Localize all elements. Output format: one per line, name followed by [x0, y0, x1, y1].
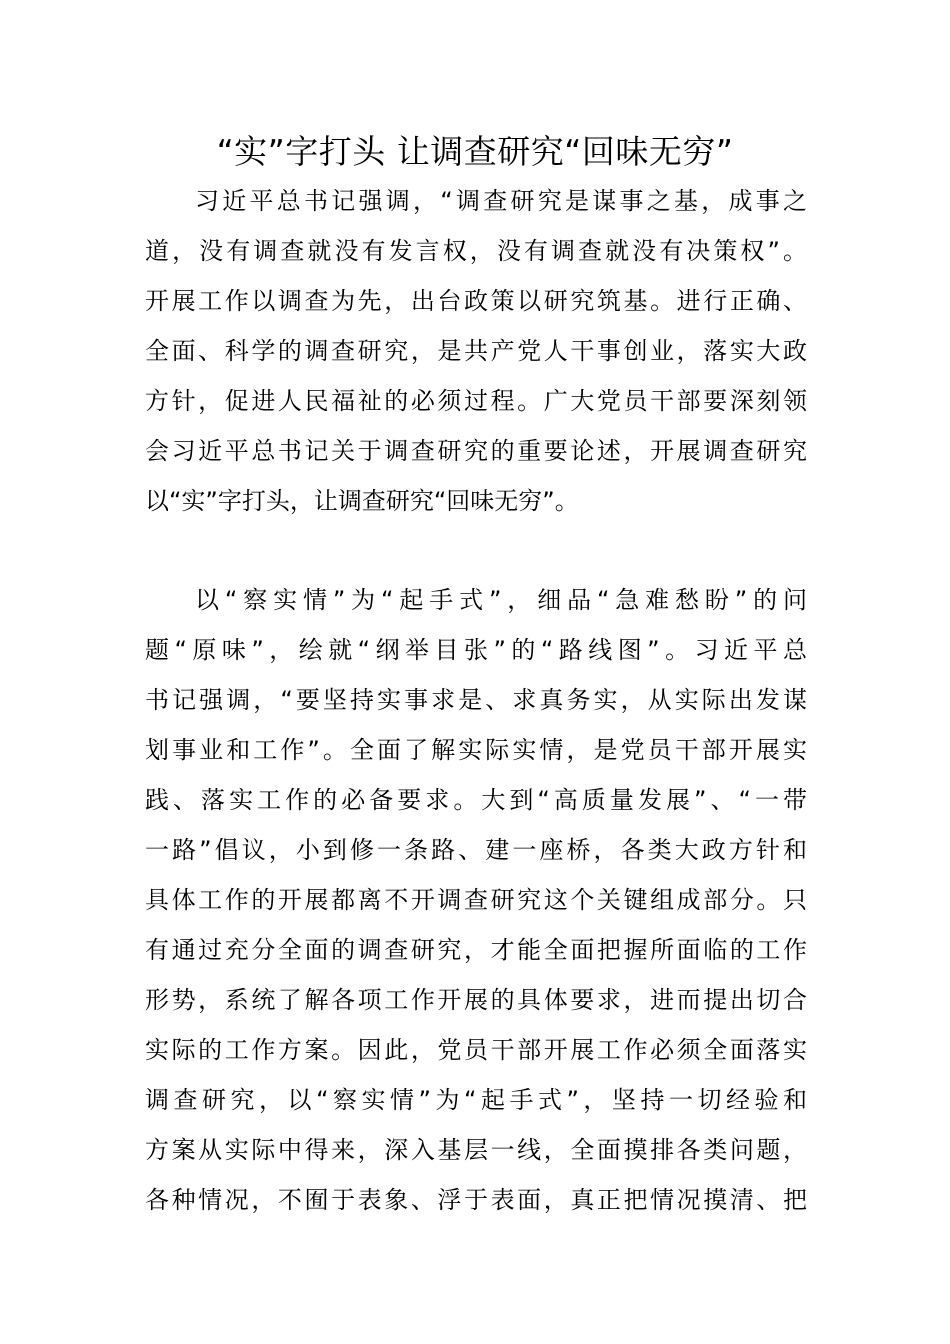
- text-line: 各种情况，不囿于表象、浮于表面，真正把情况摸清、把: [145, 1186, 807, 1214]
- text-line: 道，没有调查就没有发言权，没有调查就没有决策权”。: [145, 237, 807, 265]
- text-line: 习近平总书记强调，“调查研究是谋事之基，成事之: [195, 187, 807, 215]
- text-line: 形势，系统了解各项工作开展的具体要求，进而提出切合: [145, 986, 807, 1014]
- text-line: 以“察实情”为“起手式”，细品“急难愁盼”的问: [195, 586, 807, 614]
- text-line: 方针，促进人民福祉的必须过程。广大党员干部要深刻领: [145, 387, 807, 415]
- paragraph-2: [145, 575, 807, 1225]
- text-line: 全面、科学的调查研究，是共产党人干事创业，落实大政: [145, 337, 807, 365]
- text-line: 具体工作的开展都离不开调查研究这个关键组成部分。只: [145, 886, 807, 914]
- text-line: 题“原味”，绘就“纲举目张”的“路线图”。习近平总: [145, 636, 807, 664]
- text-line: 践、落实工作的必备要求。大到“高质量发展”、“一带: [145, 786, 807, 814]
- text-line: 方案从实际中得来，深入基层一线，全面摸排各类问题，: [145, 1136, 807, 1164]
- paragraph-1: [145, 176, 807, 526]
- document-title: “实”字打头 让调查研究“回味无穷”: [216, 132, 734, 171]
- text-line: 书记强调，“要坚持实事求是、求真务实，从实际出发谋: [145, 686, 807, 714]
- text-line: 划事业和工作”。全面了解实际实情，是党员干部开展实: [145, 736, 807, 764]
- text-line: 以“实”字打头，让调查研究“回味无穷”。: [145, 487, 579, 515]
- text-line: 一路”倡议，小到修一条路、建一座桥，各类大政方针和: [145, 836, 807, 864]
- text-line: 实际的工作方案。因此，党员干部开展工作必须全面落实: [145, 1036, 807, 1064]
- text-line: 调查研究，以“察实情”为“起手式”，坚持一切经验和: [145, 1086, 807, 1114]
- text-line: 会习近平总书记关于调查研究的重要论述，开展调查研究: [145, 437, 807, 465]
- text-line: 开展工作以调查为先，出台政策以研究筑基。进行正确、: [145, 287, 807, 315]
- text-line: 有通过充分全面的调查研究，才能全面把握所面临的工作: [145, 936, 807, 964]
